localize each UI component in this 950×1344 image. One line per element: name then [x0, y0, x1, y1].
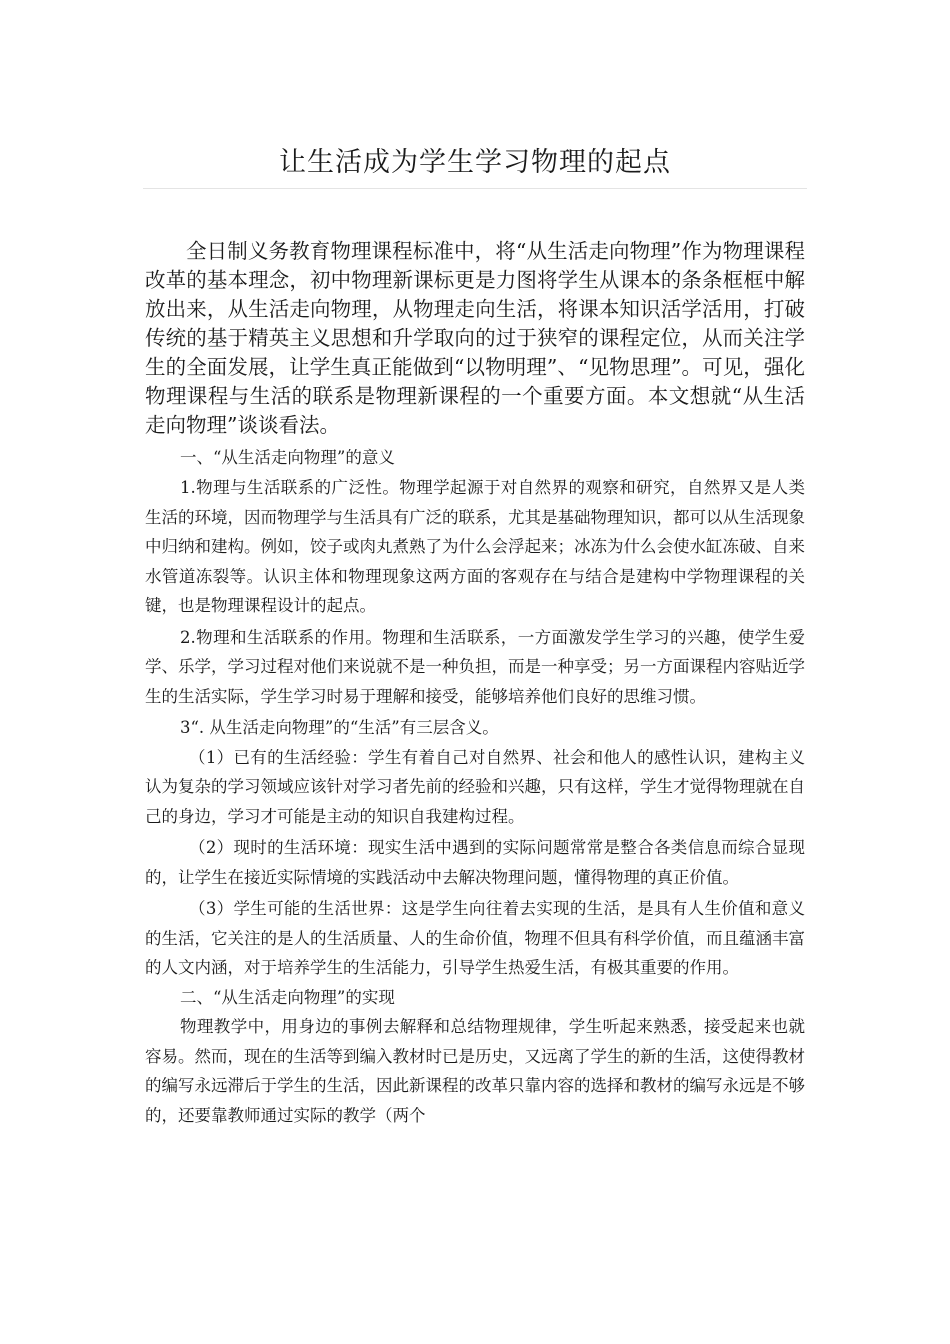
intro-paragraph: 全日制义务教育物理课程标准中，将“从生活走向物理”作为物理课程改革的基本理念，初中物理新课标更是力图将学生从课本的条条框框中解放出来，从生活走向物理，从物理走向生活，将课本知识活学活用，打破传统的基于精英主义思想和升学取向的过于狭窄的课程定位，从而关注学生的全面发展，让学生真正能做到“以物明理”、“见物思理”。可见，强化物理课程与生活的联系是物理新课程的一个重要方面。本文想就“从生活走向物理”谈谈看法。	[145, 239, 805, 437]
section-2-heading: 二、“从生活走向物理”的实现	[180, 987, 395, 1007]
title-divider	[143, 188, 807, 189]
point-3-paragraph: 3“. 从生活走向物理”的“生活”有三层含义。	[180, 718, 499, 737]
section-2-paragraph: 物理教学中，用身边的事例去解释和总结物理规律，学生听起来熟悉，接受起来也就容易。然而，现在的生活等到编入教材时已是历史，又远离了学生的新的生活，这使得教材的编写永远滞后于学生的生活，因此新课程的改革只靠内容的选择和教材的编写永远是不够的，还要靠教师通过实际的教学（两个	[145, 1017, 805, 1125]
sub-point-3-paragraph: （3）学生可能的生活世界：这是学生向往着去实现的生活，是具有人生价值和意义的生活，它关注的是人的生活质量、人的生命价值，物理不但具有科学价值，而且蕴涵丰富的人文内涵，对于培养学生的生活能力，引导学生热爱生活，有极其重要的作用。	[145, 899, 805, 977]
point-1-paragraph: 1.物理与生活联系的广泛性。物理学起源于对自然界的观察和研究，自然界又是人类生活的环境，因而物理学与生活具有广泛的联系，尤其是基础物理知识，都可以从生活现象中归纳和建构。例如，饺子或肉丸煮熟了为什么会浮起来；冰冻为什么会使水缸冻破、自来水管道冻裂等。认识主体和物理现象这两方面的客观存在与结合是建构中学物理课程的关键，也是物理课程设计的起点。	[145, 478, 805, 615]
sub-point-1-paragraph: （1）已有的生活经验：学生有着自己对自然界、社会和他人的感性认识，建构主义认为复杂的学习领域应该针对学习者先前的经验和兴趣，只有这样，学生才觉得物理就在自己的身边，学习才可能是主动的知识自我建构过程。	[145, 747, 805, 826]
document-body	[145, 237, 805, 1130]
section-1-heading: 一、“从生活走向物理”的意义	[180, 448, 395, 467]
sub-point-2-paragraph: （2）现时的生活环境：现实生活中遇到的实际问题常常是整合各类信息而综合显现的，让学生在接近实际情境的实践活动中去解决物理问题，懂得物理的真正价值。	[145, 838, 805, 887]
point-2-paragraph: 2.物理和生活联系的作用。物理和生活联系，一方面激发学生学习的兴趣，使学生爱学、乐学，学习过程对他们来说就不是一种负担，而是一种享受；另一方面课程内容贴近学生的生活实际，学生学习时易于理解和接受，能够培养他们良好的思维习惯。	[145, 627, 805, 706]
document-title: 让生活成为学生学习物理的起点	[279, 147, 671, 178]
